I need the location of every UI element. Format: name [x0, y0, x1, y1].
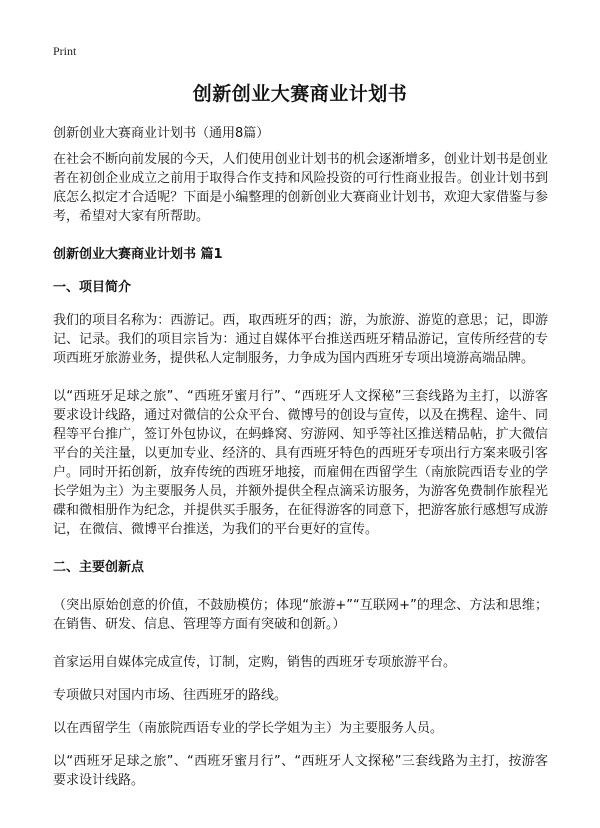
page-title: 创新创业大赛商业计划书	[192, 83, 408, 105]
section2-paragraph-1: （突出原始创意的价值，不鼓励模仿；体现“旅游+”“互联网+”的理念、方法和思维；在销售、研发、信息、管理等方面有突破和创新。）	[53, 598, 548, 632]
section1-paragraph-2: 以“西班牙足球之旅”、“西班牙蜜月行”、“西班牙人文探秘”三套线路为主打，以游客要求设计线路，通过对微信的公众平台、微博号的创设与宣传，以及在携程、途牛、同程等平台推广，签订外包协议，在蚂蜂窝、穷游网、知乎等社区推送精品帖，扩大微信平台的关注量，以更加专业、经济的、具有西班牙特色的西班牙专项出行方案来吸引客户。同时开拓创新，放弃传统的西班牙地接，而雇佣在西留学生（南旅院西语专业的学长学姐为主）为主要服务人员，并额外提供全程点滴采访服务，为游客免费制作旅程光碟和微相册作为纪念，并提供买手服务，在征得游客的同意下，把游客旅行感想写成游记，在微信、微博平台推送，为我们的平台更好的宣传。	[53, 389, 548, 537]
section2-paragraph-4: 以在西留学生（南旅院西语专业的学长学姐为主）为主要服务人员。	[53, 721, 444, 736]
section2-heading: 二、主要创新点	[53, 560, 145, 575]
section1-paragraph-1: 我们的项目名称为：西游记。西，取西班牙的西；游，为旅游、游览的意思；记，即游记、记录。我们的项目宗旨为：通过自媒体平台推送西班牙精品游记，宣传所经营的专项西班牙旅游业务，提供私人定制服务，力争成为国内西班牙专项出境游高端品牌。	[53, 313, 548, 366]
section2-paragraph-2: 首家运用自媒体完成宣传，订制，定购，销售的西班牙专项旅游平台。	[53, 655, 457, 670]
document-subtitle: 创新创业大赛商业计划书（通用8篇）	[53, 126, 270, 141]
section2-paragraph-3: 专项做只对国内市场、往西班牙的路线。	[53, 688, 288, 703]
print-link[interactable]: Print	[53, 44, 77, 58]
document-body	[53, 150, 548, 809]
section1-heading: 一、项目简介	[53, 280, 132, 295]
intro-paragraph: 在社会不断向前发展的今天，人们使用创业计划书的机会逐渐增多，创业计划书是创业者在初创企业成立之前用于取得合作支持和风险投资的可行性商业报告。创业计划书到底怎么拟定才合适呢？下面是小编整理的创新创业大赛商业计划书，欢迎大家借鉴与参考，希望对大家有所帮助。	[53, 152, 548, 224]
section2-paragraph-5: 以“西班牙足球之旅”、“西班牙蜜月行”、“西班牙人文探秘”三套线路为主打，按游客要求设计线路。	[53, 754, 548, 788]
article-heading: 创新创业大赛商业计划书 篇1	[53, 247, 223, 262]
